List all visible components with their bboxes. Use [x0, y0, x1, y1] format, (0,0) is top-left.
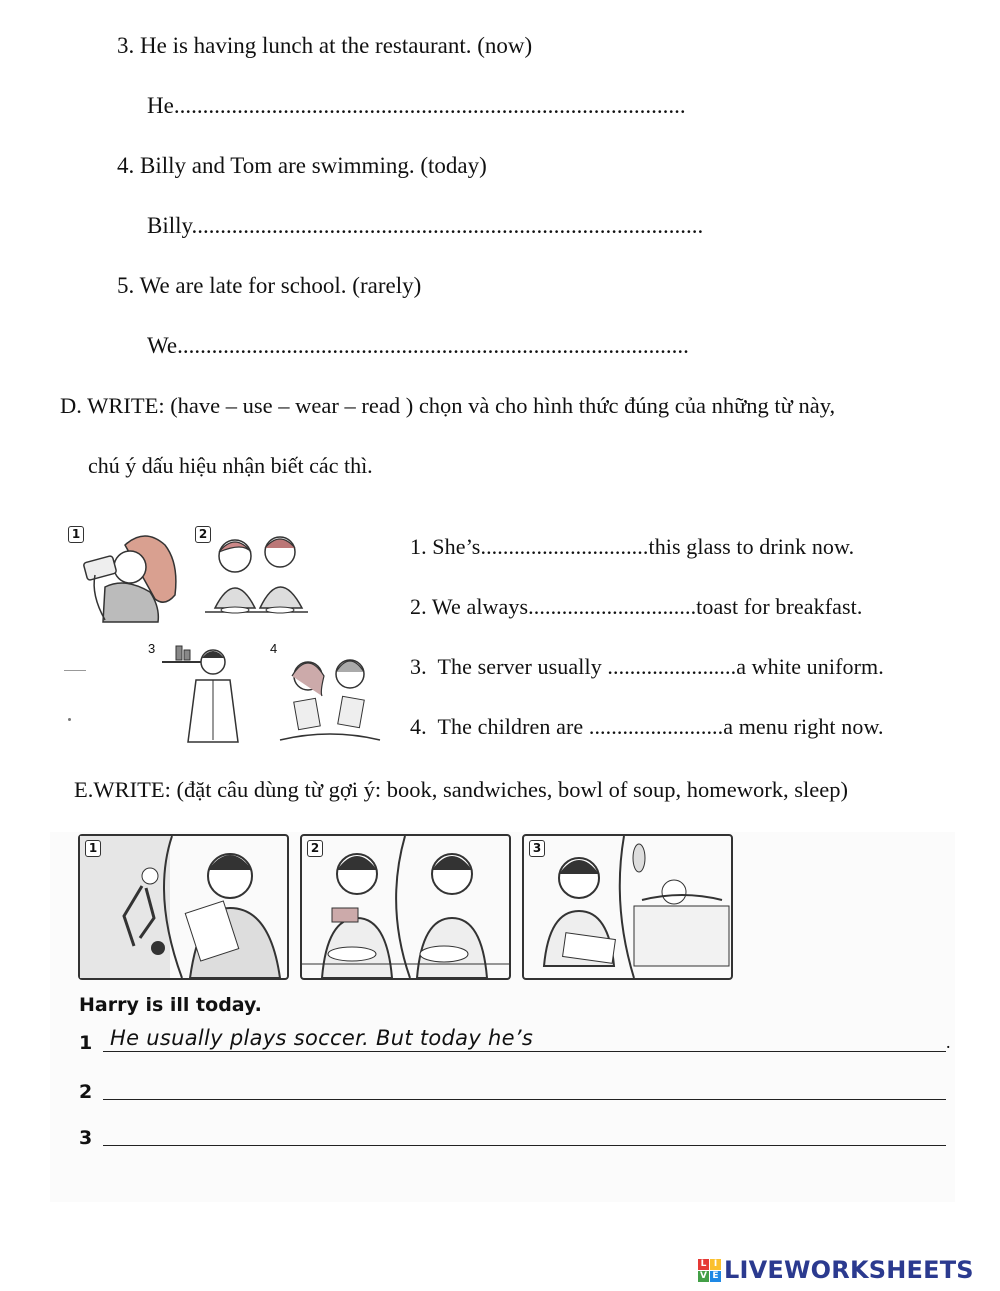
e-line-1-rule[interactable]	[103, 1051, 946, 1052]
d-dot-mark	[68, 718, 71, 721]
c-item-5-sentence: 5. We are late for school. (rarely)	[117, 273, 422, 298]
e-line-1-number: 1	[79, 1032, 93, 1054]
e-picture-1-number: 1	[85, 840, 101, 857]
d-item-3-after: a white uniform.	[736, 654, 884, 679]
e-picture-2-sandwich-and-soup	[302, 836, 509, 978]
d-item-1-blank[interactable]: ..............................	[480, 534, 649, 559]
logo-letter-v: V	[698, 1271, 709, 1282]
c-item-4-answer	[147, 213, 703, 239]
e-picture-3-panel	[522, 834, 733, 980]
d-item-1-after: this glass to drink now.	[648, 534, 855, 559]
d-item-2-after: toast for breakfast.	[696, 594, 863, 619]
d-item-1	[410, 534, 854, 560]
d-picture-2-number: 2	[195, 526, 211, 543]
e-line-2-number: 2	[79, 1081, 93, 1103]
d-item-3	[410, 654, 884, 680]
d-item-4-after: a menu right now.	[723, 714, 884, 739]
d-picture-1-girl-drinking	[75, 525, 185, 625]
c-item-3-answer-blank[interactable]: .........................................................................................	[173, 93, 686, 118]
e-picture-1-panel	[78, 834, 289, 980]
footer-brand-text: LIVEWORKSHEETS	[724, 1256, 974, 1284]
c-item-5-answer-start: We	[147, 333, 178, 358]
e-picture-3-number: 3	[529, 840, 545, 857]
logo-letter-l: L	[698, 1259, 709, 1270]
e-line-1-text: He usually plays soccer. But today he’s	[110, 1026, 534, 1050]
d-item-2-blank[interactable]: ..............................	[528, 594, 697, 619]
d-divider-mark	[64, 670, 86, 671]
d-item-3-before: 3. The server usually	[410, 654, 608, 679]
e-heading: E.WRITE: (đặt câu dùng từ gợi ý: book, sandwiches, bowl of soup, homework, sleep)	[74, 777, 848, 802]
c-item-3-sentence: 3. He is having lunch at the restaurant. (now)	[117, 33, 533, 58]
d-picture-4-children-reading-menu	[278, 652, 383, 744]
c-item-5-answer-blank[interactable]: .........................................................................................	[177, 333, 689, 358]
d-heading: D. WRITE: (have – use – wear – read ) chọn và cho hình thức đúng của những từ này,	[60, 393, 836, 418]
d-item-1-before: 1. She’s	[410, 534, 481, 559]
liveworksheets-logo-icon	[698, 1259, 721, 1282]
d-item-2-before: 2. We always	[410, 594, 529, 619]
e-subtitle: Harry is ill today.	[79, 994, 262, 1016]
e-picture-3-homework-and-sleep	[524, 836, 731, 978]
e-picture-1-soccer-and-reading	[80, 836, 287, 978]
c-item-3-answer	[147, 93, 686, 119]
e-line-3-rule[interactable]	[103, 1145, 946, 1146]
d-picture-3-waiter	[158, 640, 248, 745]
footer-brand[interactable]	[698, 1255, 974, 1285]
d-item-2	[410, 594, 863, 620]
c-item-4-answer-blank[interactable]: .........................................................................................	[191, 213, 704, 238]
d-heading-line2: chú ý dấu hiệu nhận biết các thì.	[88, 453, 373, 478]
d-picture-4-number: 4	[270, 641, 278, 656]
e-picture-2-panel	[300, 834, 511, 980]
c-item-5-answer	[147, 333, 689, 359]
d-item-3-blank[interactable]: .......................	[607, 654, 737, 679]
c-item-4-answer-start: Billy	[147, 213, 192, 238]
e-line-3-number: 3	[79, 1127, 93, 1149]
d-picture-3-number: 3	[148, 641, 156, 656]
d-picture-1-number: 1	[68, 526, 84, 543]
e-line-2-rule[interactable]	[103, 1099, 946, 1100]
logo-letter-e: E	[710, 1271, 721, 1282]
c-item-4-sentence: 4. Billy and Tom are swimming. (today)	[117, 153, 487, 178]
e-line-1-end: .	[946, 1032, 951, 1052]
c-item-3-answer-start: He	[147, 93, 174, 118]
d-item-4	[410, 714, 884, 740]
d-item-4-before: 4. The children are	[410, 714, 589, 739]
e-picture-2-number: 2	[307, 840, 323, 857]
d-picture-2-boys-eating	[200, 528, 310, 620]
d-item-4-blank[interactable]: ........................	[588, 714, 724, 739]
logo-letter-i: I	[710, 1259, 721, 1270]
